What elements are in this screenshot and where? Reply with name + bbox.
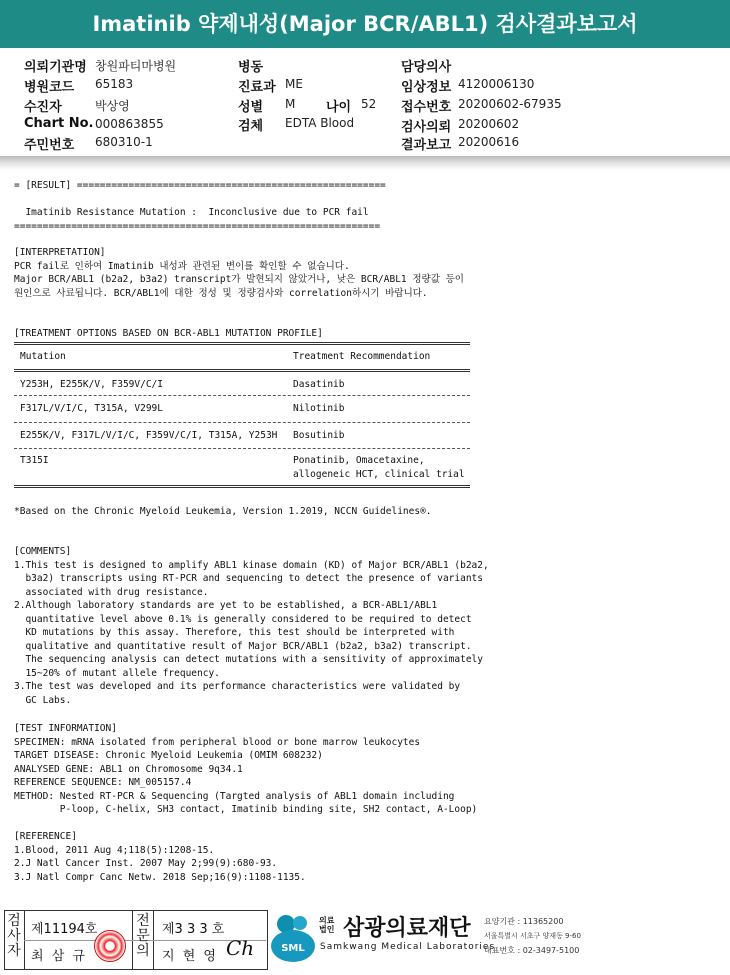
comment-line: associated with drug resistance. [14,586,209,598]
treatment-table [14,342,470,488]
result-line [14,193,514,207]
age-label: 나이 [326,100,352,115]
receipt-no-value: 20200602-67935 [458,97,562,111]
age-value: 52 [361,97,377,111]
test-info-line: METHOD: Nested RT-PCR & Sequencing (Targted analysis of ABL1 domain including [14,790,455,802]
comment-line: b3a2) transcripts using RT-PCR and sequencing to detect the presence of variants [14,573,483,584]
reference-line: 3.J Natl Compr Canc Netw. 2018 Sep;16(9):1108-1135. [14,871,306,883]
mutation-column-header: Mutation [20,351,66,362]
specimen-value: EDTA Blood [285,116,355,130]
table-header-row [14,345,470,369]
doctor-label: 담당의사 [401,60,452,75]
org-prefix-line: 법인 [319,925,335,934]
interpretation-section [14,246,514,300]
treatment-cell: Dasatinib [293,379,345,390]
request-date-label: 검사의뢰 [401,120,452,135]
institution-value: 창원파티마병원 [95,59,177,73]
resident-no-label: 주민번호 [24,138,75,153]
reference-section [14,830,514,884]
interpretation-heading: [INTERPRETATION] [14,247,106,258]
patient-label: 수진자 [24,100,62,115]
sex-label: 성별 [238,100,264,115]
mutation-cell: E255K/V, F317L/V/I/C, F359V/C/I, T315A, Y253H [20,430,278,441]
result-line: = [RESULT] ====================================================== [14,180,386,191]
interpretation-line: Major BCR/ABL1 (b2a2, b3a2) transcript가 발현되지 않았거나, 낮은 BCR/ABL1 정량값 등이 [14,274,464,285]
approver-name: 지 현 영 [162,949,218,964]
test-info-section [14,722,514,817]
chart-no-label: Chart No. [24,116,94,131]
table-row [14,449,470,485]
treatment-heading [14,327,514,341]
resident-no-value: 680310-1 [95,135,153,149]
reference-line: 2.J Natl Cancer Inst. 2007 May 2;99(9):680-93. [14,858,278,869]
comment-line: GC Labs. [14,694,72,706]
patient-value: 박상영 [95,99,130,113]
report-title: Imatinib 약제내성(Major BCR/ABL1) 검사결과보고서 [0,0,730,48]
sml-logo-icon [270,912,316,964]
institution-code: 요양기관 : 11365200 [484,917,564,926]
signature-footer [0,908,730,975]
table-row [14,372,470,395]
ward-label: 병동 [238,60,264,75]
comment-line: KD mutations by this assay. Therefore, this test should be interpreted with [14,627,455,638]
approver-label: 전 문 의 [136,913,150,959]
comment-line: quantitative level above 0.1% is generally considered to be required to detect [14,613,472,625]
test-info-line: P-loop, C-helix, SH3 contact, Imatinib binding site, SH2 contact, A-Loop) [14,804,478,815]
org-prefix-line: 의료 [319,916,335,925]
reference-line: 1.Blood, 2011 Aug 4;118(5):1208-15. [14,844,215,856]
org-name: 삼광의료재단 [343,916,471,941]
comment-line: 1.This test is designed to amplify ABL1 kinase domain (KD) of Major BCR/ABL1 (b2a2, [14,559,489,571]
receipt-no-label: 접수번호 [401,100,452,115]
interpretation-line: PCR fail로 인하여 Imatinib 내성과 관련된 변이를 확인할 수 없습니다. [14,260,350,272]
treatment-heading-text: [TREATMENT OPTIONS BASED ON BCR-ABL1 MUTATION PROFILE] [14,328,323,339]
comments-heading: [COMMENTS] [14,546,72,557]
comment-line: 15~20% of mutant allele frequency. [14,667,220,679]
header-divider [0,156,730,170]
treatment-cell: Bosutinib [293,430,345,441]
logo-text: SML [281,943,305,954]
test-info-line: REFERENCE SEQUENCE: NM_005157.4 [14,777,192,788]
table-note-text: *Based on the Chronic Myeloid Leukemia, Version 1.2019, NCCN Guidelines®. [14,506,432,517]
org-phone: 대표번호 : 02-3497-5100 [484,946,580,955]
org-name-en: Samkwang Medical Laboratories [320,942,496,952]
test-info-line: TARGET DISEASE: Chronic Myeloid Leukemia (OMIM 608232) [14,750,323,761]
mutation-cell: Y253H, E255K/V, F359V/C/I [20,379,163,390]
comment-line: The sequencing analysis can detect mutations with a sensitivity of approximately [14,654,483,665]
reference-heading: [REFERENCE] [14,831,77,842]
treatment-cell: Nilotinib [293,403,345,414]
test-info-line: ANALYSED GENE: ABL1 on Chromosome 9q34.1 [14,763,243,775]
official-seal [94,930,126,962]
result-section [14,179,514,233]
table-row [14,396,470,422]
approver-license-no: 제3 3 3 호 [162,922,225,937]
checker-license-no: 제11194호 [31,922,98,937]
comments-section [14,545,514,707]
test-info-heading: [TEST INFORMATION] [14,723,117,734]
mutation-cell: T315I [20,455,49,466]
comment-line: 2.Although laboratory standards are yet to be established, a BCR-ABL1/ABL1 [14,600,438,611]
specimen-label: 검체 [238,119,264,134]
treatment-cell-continued: allogeneic HCT, clinical trial [293,469,465,480]
result-line: Imatinib Resistance Mutation : Inconclusive due to PCR fail [14,207,369,218]
report-date-value: 20200616 [458,135,520,149]
test-info-line: SPECIMEN: mRNA isolated from peripheral blood or bone marrow leukocytes [14,736,421,748]
hospital-code-label: 병원코드 [24,80,75,95]
treatment-cell: Ponatinib, Omacetaxine, [293,455,425,466]
hospital-code-value: 65183 [95,77,134,91]
comment-line: 3.The test was developed and its performance characteristics were validated by [14,681,461,692]
institution-label: 의뢰기관명 [24,60,87,75]
result-line: ================================================================ [14,220,381,232]
handwritten-signature: Ch [226,936,255,960]
clinical-info-label: 임상정보 [401,80,452,95]
table-note [14,505,514,519]
interpretation-line: 원인으로 사료됩니다. BCR/ABL1에 대한 정성 및 정량검사와 correlation하시기 바랍니다. [14,287,428,299]
report-date-label: 결과보고 [401,138,452,153]
comment-line: qualitative and quantitative result of Major BCR/ABL1 (b2a2, b3a2) transcript. [14,640,472,652]
department-value: ME [285,77,303,91]
request-date-value: 20200602 [458,117,520,131]
org-prefix [319,916,334,934]
patient-header [0,54,730,154]
org-address: 서울특별시 서초구 양재동 9-60 [484,932,581,940]
chart-no-value: 000863855 [95,117,164,131]
mutation-cell: F317L/V/I/C, T315A, V299L [20,403,163,414]
sex-value: M [285,97,296,111]
table-row [14,423,470,448]
department-label: 진료과 [238,80,276,95]
checker-name: 최 삼 규 [31,949,87,964]
clinical-info-value: 4120006130 [458,77,535,91]
checker-label: 검 사 자 [7,913,21,959]
treatment-column-header: Treatment Recommendation [293,351,431,362]
